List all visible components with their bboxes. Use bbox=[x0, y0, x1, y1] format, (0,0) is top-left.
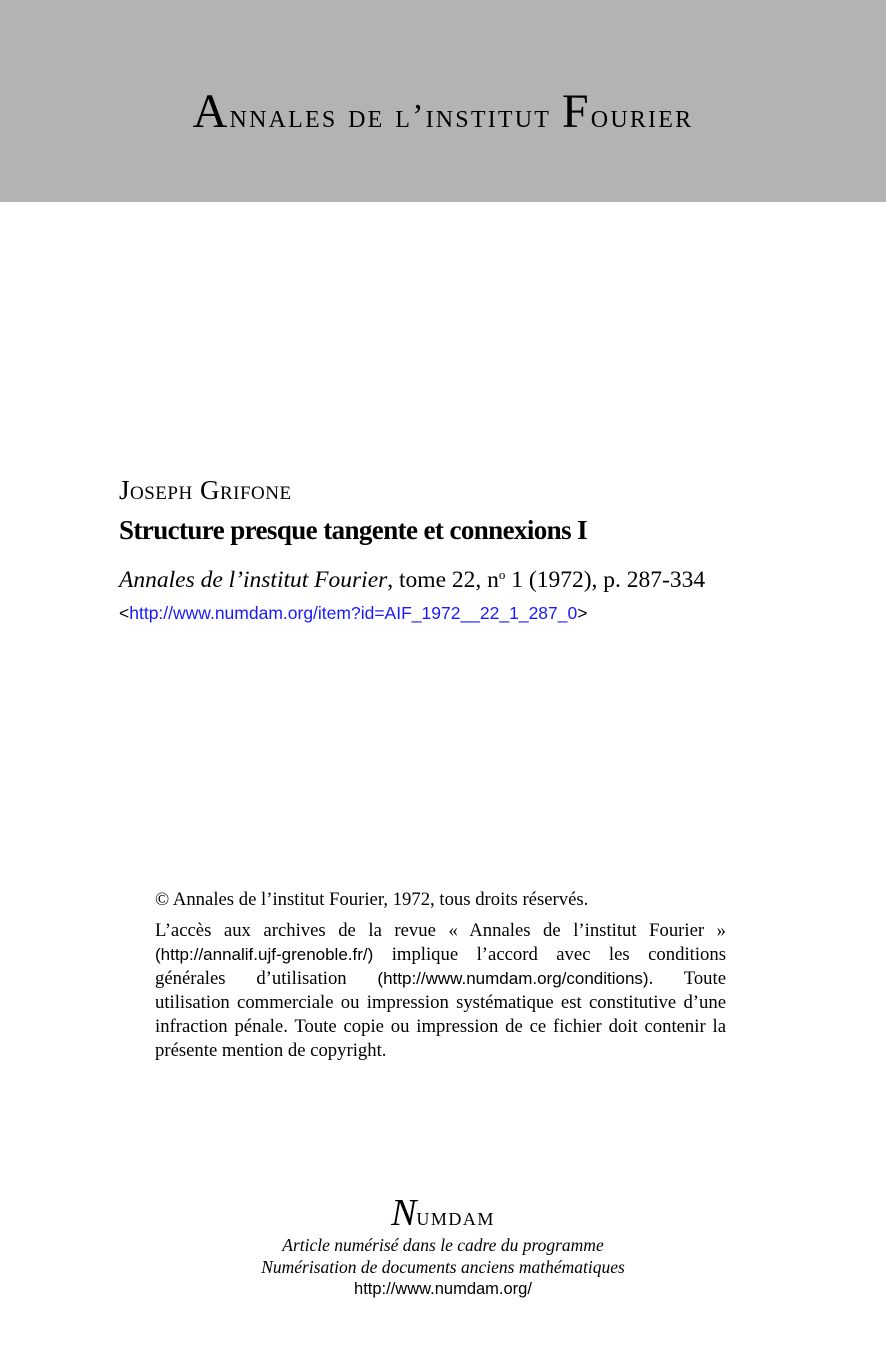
url-open-bracket: < bbox=[119, 603, 130, 623]
citation-sup: o bbox=[498, 567, 506, 582]
journal-title-part-2: ourier bbox=[590, 98, 694, 135]
numdam-line-1: Article numérisé dans le cadre du programme bbox=[282, 1235, 604, 1255]
numdam-line-2: Numérisation de documents anciens mathématiques bbox=[261, 1257, 625, 1277]
numdam-logo-script-n: N bbox=[391, 1192, 417, 1234]
notice-url-annalif[interactable]: (http://annalif.ujf-grenoble.fr/) bbox=[155, 945, 374, 964]
citation-journal: Annales de l’institut Fourier bbox=[119, 567, 388, 593]
article-link[interactable]: http://www.numdam.org/item?id=AIF_1972__22_1_287_0 bbox=[129, 603, 578, 623]
article-url-line bbox=[119, 600, 587, 626]
article-title: Structure presque tangente et connexions I bbox=[119, 515, 588, 545]
journal-title-initial-f: F bbox=[561, 85, 591, 138]
notice-text-3: . Toute utilisation commerciale ou impression systématique est constitutive d’une infraction pénale. Toute copie ou impression de ce fichier doit contenir la présente mention de copyright. bbox=[155, 968, 726, 1061]
citation-details-2: 1 (1972), p. 287-334 bbox=[505, 567, 706, 593]
journal-title-initial-a: A bbox=[192, 85, 230, 138]
url-close-bracket: > bbox=[577, 603, 588, 623]
copyright-notice: © Annales de l’institut Fourier, 1972, tous droits réservés. bbox=[155, 889, 589, 910]
journal-title bbox=[0, 82, 886, 147]
numdam-url[interactable]: http://www.numdam.org/ bbox=[354, 1280, 532, 1298]
numdam-logo bbox=[0, 1193, 886, 1238]
author-name: Joseph Grifone bbox=[119, 475, 292, 505]
usage-notice bbox=[155, 919, 726, 1063]
citation-details: , tome 22, n bbox=[387, 567, 499, 593]
journal-banner bbox=[0, 0, 886, 202]
notice-url-conditions[interactable]: (http://www.numdam.org/conditions) bbox=[377, 969, 649, 988]
notice-text-1: L’accès aux archives de la revue « Annales de l’institut Fourier » bbox=[155, 920, 726, 941]
citation bbox=[119, 559, 705, 596]
notice-text-2: implique l’accord avec les conditions générales d’utilisation bbox=[155, 944, 726, 989]
journal-title-part-1: nnales de l’institut bbox=[229, 98, 562, 135]
numdam-logo-text: umdam bbox=[416, 1204, 495, 1231]
